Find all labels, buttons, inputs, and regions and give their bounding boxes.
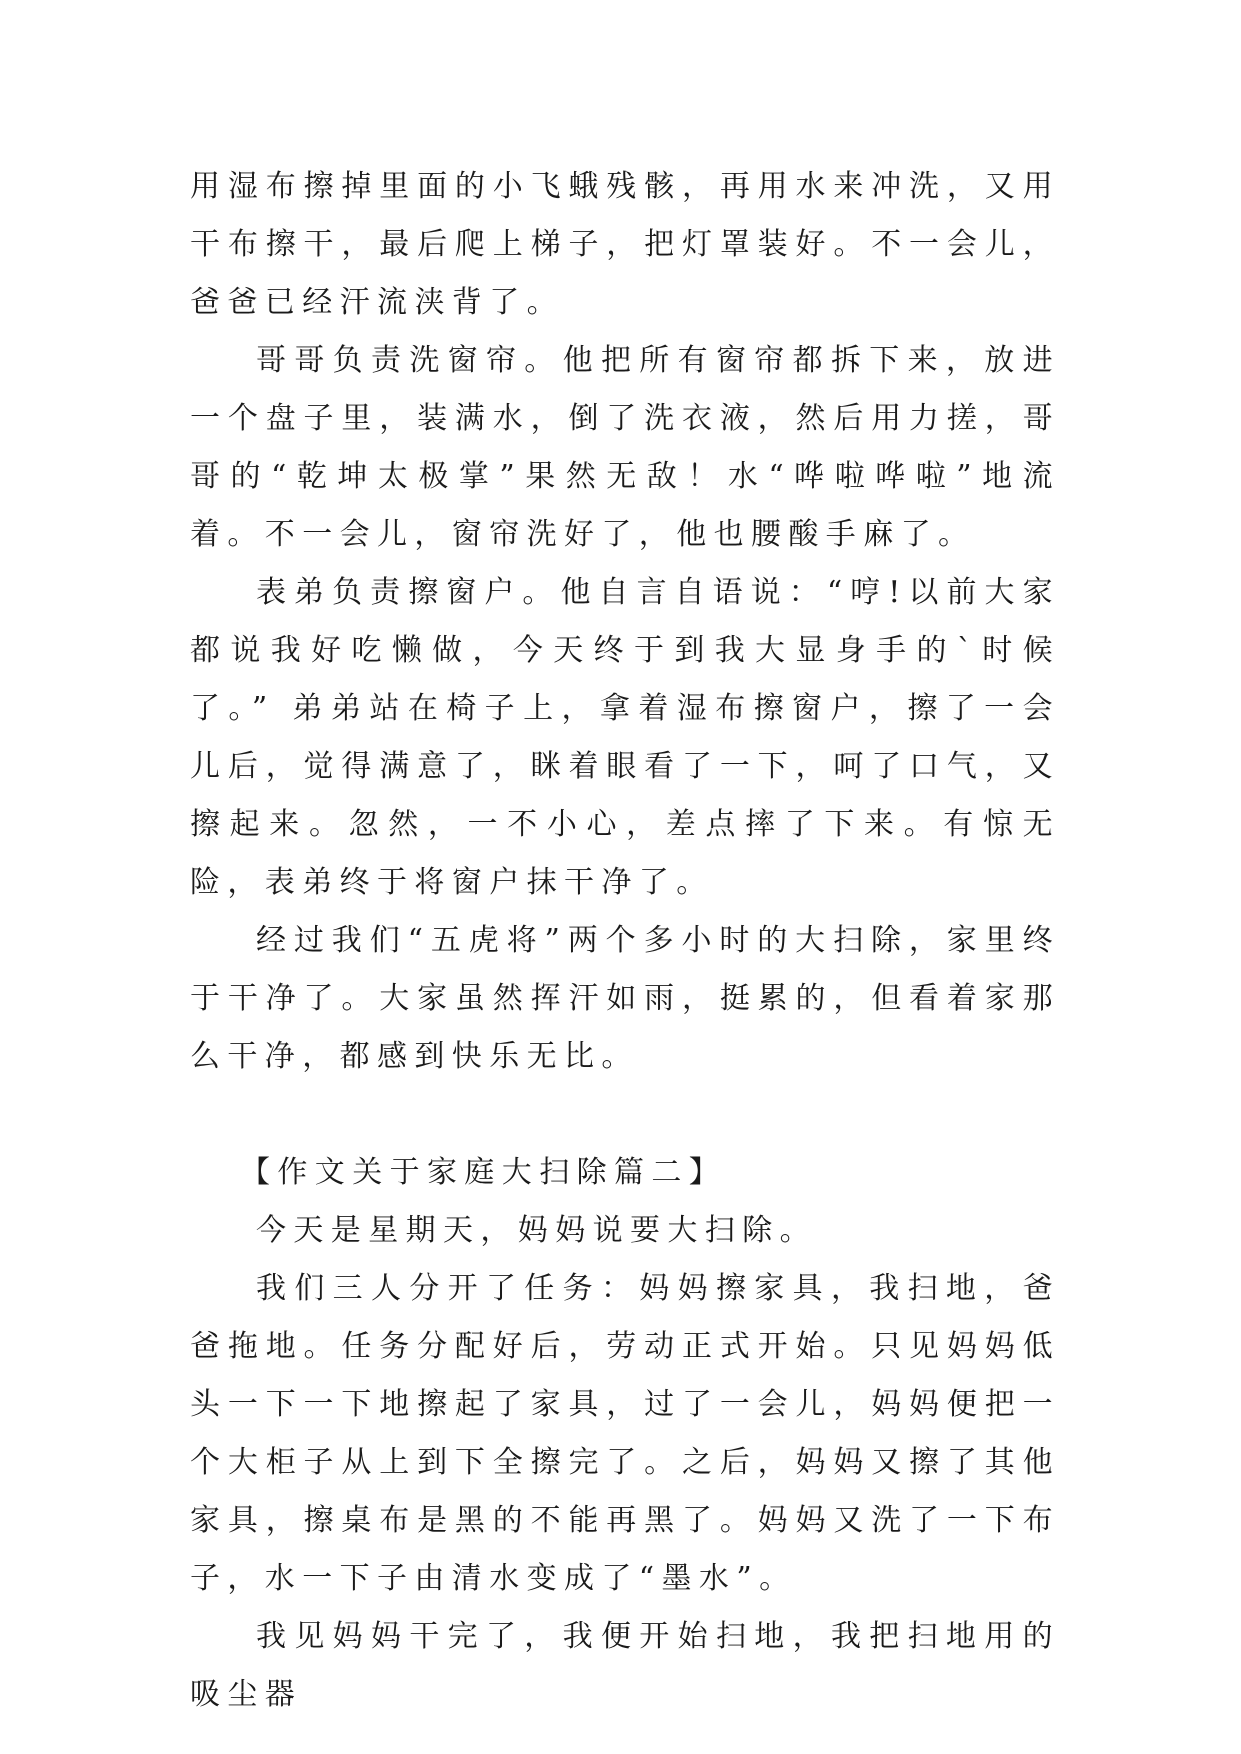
paragraph-intro: 今天是星期天，妈妈说要大扫除。	[256, 1213, 817, 1248]
paragraph-cousin-windows: 表弟负责擦窗户。他自言自语说：“哼!以前大家都说我好吃懒做，今天终于到我大显身手的`时候了。” 弟弟站在椅子上，拿着湿布擦窗户，擦了一会儿后，觉得满意了，眯着眼看了一下，呵了口气，又擦起来。忽然，一不小心，差点摔了下来。有惊无险，表弟终于将窗户抹干净了。	[190, 575, 1060, 900]
paragraph-tasks: 我们三人分开了任务：妈妈擦家具，我扫地，爸爸拖地。任务分配好后，劳动正式开始。只见妈妈低头一下一下地擦起了家具，过了一会儿，妈妈便把一个大柜子从上到下全擦完了。之后，妈妈又擦了其他家具，擦桌布是黑的不能再黑了。妈妈又洗了一下布子，水一下子由清水变成了“墨水”。	[190, 1271, 1060, 1596]
section-spacer	[190, 1086, 1060, 1144]
paragraph-sweeping: 我见妈妈干完了，我便开始扫地，我把扫地用的吸尘器	[190, 1619, 1060, 1712]
paragraph-conclusion: 经过我们“五虎将”两个多小时的大扫除，家里终于干净了。大家虽然挥汗如雨，挺累的，但看着家那么干净，都感到快乐无比。	[190, 923, 1060, 1074]
paragraph-brother-curtains: 哥哥负责洗窗帘。他把所有窗帘都拆下来，放进一个盘子里，装满水，倒了洗衣液，然后用力搓，哥哥的“乾坤太极掌”果然无敌！水“哗啦哗啦”地流着。不一会儿，窗帘洗好了，他也腰酸手麻了。	[190, 343, 1060, 552]
document-body	[190, 158, 1060, 1724]
section-heading: 【作文关于家庭大扫除篇二】	[240, 1155, 727, 1190]
paragraph-continuation: 用湿布擦掉里面的小飞蛾残骸，再用水来冲洗，又用干布擦干，最后爬上梯子，把灯罩装好。不一会儿，爸爸已经汗流浃背了。	[190, 169, 1060, 320]
